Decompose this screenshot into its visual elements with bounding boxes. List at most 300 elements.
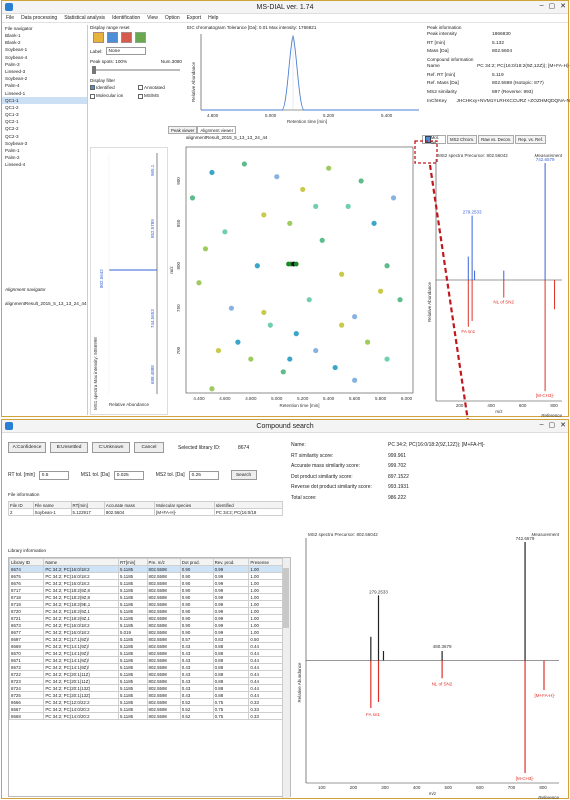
file-list-item[interactable]: Linseed-1 — [5, 90, 26, 96]
library-cell: 0.88 — [213, 650, 249, 657]
menu-view[interactable]: View — [147, 15, 158, 21]
library-cell: 0.88 — [213, 671, 249, 678]
ms2-reference-label: Reference — [538, 795, 559, 800]
library-cell: 802.5598 — [147, 566, 180, 573]
library-cell: 0.88 — [213, 678, 249, 685]
library-row[interactable] — [10, 713, 283, 720]
scatter-point[interactable] — [209, 386, 214, 391]
library-cell: 5.1185 — [119, 622, 148, 629]
scatter-point[interactable] — [235, 340, 240, 345]
score-row — [288, 461, 568, 472]
compound-info-title: Compound information — [427, 57, 474, 63]
menu-help[interactable]: Help — [208, 15, 219, 21]
reset-y-icon[interactable] — [121, 32, 132, 43]
library-row[interactable] — [10, 650, 283, 657]
library-cell: 8718 — [10, 594, 44, 601]
file-list-item[interactable]: QC1-2 — [5, 104, 19, 110]
library-cell: 0.52 — [180, 699, 213, 706]
ms2-xtick: 800 — [550, 403, 558, 408]
library-cell: 8672 — [10, 664, 44, 671]
library-cell: 802.5598 — [147, 622, 180, 629]
library-cell: PC 34:2; PC(17:1(9Z)/ — [44, 636, 119, 643]
compound-info-label: MS2 similarity — [427, 89, 457, 95]
scatter-point[interactable] — [255, 263, 260, 268]
library-cell: PC 34:2; PC(14:1(9Z)/ — [44, 664, 119, 671]
tab-mol-spec[interactable]: Mol. sel. — [422, 135, 446, 144]
library-row[interactable] — [10, 566, 283, 573]
tab-rep-vs-ref[interactable]: Rep. vs. Ref. — [515, 135, 546, 144]
library-row[interactable] — [10, 643, 283, 650]
library-cell: PC 34:2; PC(16:0/18:2 — [44, 580, 119, 587]
score-row — [288, 493, 568, 504]
scatter-point[interactable] — [190, 195, 195, 200]
ms1-peak-label: 852.5789 — [150, 219, 155, 238]
library-cell: 8668 — [10, 713, 44, 720]
library-cell: PC 34:2; PC(18:2(9Z,1 — [44, 608, 119, 615]
tolerance-row — [8, 470, 257, 480]
library-cell: 0.50 — [249, 636, 283, 643]
reset-xy-icon[interactable] — [93, 32, 104, 43]
library-cell: 0.43 — [180, 657, 213, 664]
library-cell: 0.44 — [249, 685, 283, 692]
ms2-ylabel: Relative Abundance — [297, 662, 302, 703]
library-cell: 0.90 — [180, 580, 213, 587]
scatter-point[interactable] — [281, 369, 286, 374]
compound-search-title-bar — [2, 420, 568, 433]
selected-library-id: 8674 — [238, 445, 250, 451]
compound-info-row — [424, 97, 570, 106]
library-cell: 5.1185 — [119, 608, 148, 615]
ms2-peak-annotation: NL of SN2 — [431, 681, 453, 687]
ms2-measurement-label: Measurement — [531, 532, 559, 537]
ms2-ylabel: Relative Abundance — [427, 281, 432, 323]
scatter-point[interactable] — [261, 212, 266, 217]
library-row[interactable] — [10, 657, 283, 664]
b-unsettled-button[interactable]: B:Unsettled — [50, 442, 88, 453]
library-row[interactable] — [10, 678, 283, 685]
library-cell: 802.5598 — [147, 608, 180, 615]
file-info-header[interactable]: Accurate mass — [104, 502, 154, 509]
compound-info-label: InChIKey — [427, 98, 447, 104]
file-list-item[interactable]: QC1-3 — [5, 112, 19, 118]
library-cell: PC 34:2; PC(12:0/22:2 — [44, 699, 119, 706]
file-info-cell: 5.122917 — [71, 509, 104, 516]
file-info-header[interactable]: Identified — [214, 502, 282, 509]
score-value: 999.702 — [388, 463, 407, 470]
library-cell: 802.5598 — [147, 601, 180, 608]
cancel-button[interactable]: Cancel — [134, 442, 164, 453]
scatter-ytick: 750 — [176, 304, 181, 312]
library-cell: 8667 — [10, 706, 44, 713]
scatter-xtick: 5.600 — [348, 396, 361, 401]
scatter-point[interactable] — [384, 356, 389, 361]
library-row[interactable] — [10, 594, 283, 601]
library-rows — [10, 566, 283, 720]
library-cell: 802.5598 — [147, 664, 180, 671]
ms2-peak-annotation: [M-CH3]- — [515, 776, 534, 782]
file-info-cell: Soybean-1 — [33, 509, 71, 516]
scatter-point[interactable] — [268, 323, 273, 328]
scatter-point[interactable] — [209, 170, 214, 175]
checkbox-icon — [90, 94, 95, 99]
file-info-table — [8, 501, 283, 516]
file-list-item[interactable]: Soybean-2 — [5, 76, 28, 82]
ms2-xtick: 200 — [455, 403, 464, 408]
library-row[interactable] — [10, 671, 283, 678]
library-cell: 1.00 — [249, 601, 283, 608]
library-cell: 5.1185 — [119, 706, 148, 713]
scatter-ytick: 850 — [176, 219, 181, 228]
scatter-point[interactable] — [371, 221, 376, 226]
file-list-item[interactable]: Soybean-4 — [5, 54, 28, 60]
compound-info-value: JHCHKxy+NVM1YLRHXCCURZ +ZOZHMQDQNA-N — [456, 98, 570, 104]
library-cell: PC 34:2; PC(14:1(9Z)/ — [44, 650, 119, 657]
scatter-point[interactable] — [346, 204, 351, 209]
library-cell: 802.5598 — [147, 713, 180, 720]
maximize-icon[interactable]: ▢ — [548, 3, 556, 10]
score-row — [288, 451, 568, 462]
library-row[interactable] — [10, 685, 283, 692]
scatter-point[interactable] — [274, 174, 279, 179]
library-cell: 5.1185 — [119, 601, 148, 608]
library-cell: 5.1185 — [119, 594, 148, 601]
scatter-ytick: 700 — [176, 346, 181, 355]
close-icon[interactable]: ✕ — [560, 3, 566, 10]
library-cell: 0.99 — [213, 580, 249, 587]
minimize-icon[interactable]: – — [539, 421, 544, 428]
library-cell: 8675 — [10, 573, 44, 580]
scatter-point[interactable] — [216, 348, 221, 353]
library-cell: 0.83 — [213, 636, 249, 643]
scatter-xtick: 5.800 — [374, 396, 387, 401]
ms2-peak-annotation: 279.2533 — [369, 589, 388, 595]
library-row[interactable] — [10, 692, 283, 699]
menu-file[interactable]: File — [6, 15, 15, 21]
file-info-cell: PC 34:2; PC(16:0/18 — [214, 509, 282, 516]
library-cell: PC 34:2; PC(16:0/18:2 — [44, 629, 119, 636]
library-row[interactable] — [10, 699, 283, 706]
library-row[interactable] — [10, 706, 283, 713]
scatter-point[interactable] — [229, 306, 234, 311]
file-info-header[interactable]: RT[min] — [71, 502, 104, 509]
ms2-xtick: 700 — [507, 785, 516, 790]
library-cell: 0.90 — [180, 629, 213, 636]
library-cell: 5.1185 — [119, 636, 148, 643]
library-row[interactable] — [10, 573, 283, 580]
peak-info-value: 5.132 — [492, 40, 505, 46]
scatter-point[interactable] — [359, 178, 364, 183]
compound-search-window — [1, 419, 569, 799]
library-cell: 0.90 — [180, 594, 213, 601]
menu-export[interactable]: Export — [186, 15, 202, 21]
library-scrollbar[interactable] — [282, 558, 290, 798]
library-cell: 802.5598 — [147, 615, 180, 622]
scatter-point[interactable] — [326, 166, 331, 171]
file-list-item[interactable]: QC1-1 — [2, 97, 87, 104]
library-cell: 5.1185 — [119, 650, 148, 657]
library-cell: 8720 — [10, 608, 44, 615]
selected-spot[interactable] — [294, 262, 299, 267]
ms2-peak-annotation: NL of SN2 — [493, 299, 515, 305]
peak-info-value: 1866830 — [492, 31, 511, 37]
peak-spots-caption: Peak spots: 100% — [90, 59, 128, 64]
scatter-point[interactable] — [313, 204, 318, 209]
file-list — [2, 32, 87, 169]
menu-statistical-analysis[interactable]: Statistical analysis — [64, 15, 106, 21]
peak-info-label: Mass [Da] — [427, 49, 449, 55]
library-header[interactable]: Pre. m/z — [147, 559, 180, 566]
library-row[interactable] — [10, 622, 283, 629]
library-cell: 5.1185 — [119, 573, 148, 580]
scatter-point[interactable] — [287, 221, 292, 226]
scatter-point[interactable] — [203, 246, 208, 251]
scatter-point[interactable] — [339, 323, 344, 328]
search-button[interactable]: Search — [231, 470, 257, 480]
file-list-item[interactable]: Blank-1 — [5, 33, 21, 38]
tab-raw-vs-decon[interactable]: Raw vs. Decon. — [478, 135, 514, 144]
ms2-xtick: 200 — [349, 785, 358, 790]
library-cell: 0.99 — [213, 587, 249, 594]
library-cell: 802.5598 — [147, 706, 180, 713]
scatter-point[interactable] — [313, 348, 318, 353]
file-navigator-title: File navigator — [5, 26, 33, 31]
score-panel — [288, 440, 568, 503]
scatter-ytick: 800 — [176, 262, 181, 270]
compound-info-rows — [424, 62, 570, 105]
file-list-item[interactable]: Soybean-3 — [5, 140, 28, 146]
peak-spots-track — [92, 69, 180, 71]
ms2-xtick: 800 — [539, 785, 547, 790]
scrollbar-thumb[interactable] — [283, 568, 289, 628]
library-cell: PC 34:2; PC(20:1(13Z) — [44, 692, 119, 699]
library-header[interactable]: Name — [44, 559, 119, 566]
ms2-peak-annotation: [M+FA-H]- — [534, 693, 556, 699]
file-list-item[interactable]: QC2-1 — [5, 119, 19, 125]
menu-data-processing[interactable]: Data processing — [21, 15, 58, 21]
peak-spots-num: Num.3080 — [160, 59, 182, 64]
peak-info-value: 802.5604 — [492, 49, 513, 55]
ms2-reference-label: Reference — [541, 413, 562, 418]
library-cell: 5.1185 — [119, 685, 148, 692]
library-header-row — [10, 559, 283, 566]
reset-x-icon[interactable] — [107, 32, 118, 43]
ms2-xtick: 400 — [487, 403, 495, 408]
file-list-item[interactable]: Palm-4 — [5, 83, 20, 89]
scatter-point[interactable] — [352, 314, 357, 319]
scatter-point[interactable] — [365, 340, 370, 345]
tab-peak-viewer[interactable]: Peak viewer — [168, 126, 197, 134]
rt-tol-input[interactable]: 0.5 — [39, 471, 69, 480]
library-cell: 0.88 — [213, 643, 249, 650]
file-list-item[interactable]: Linseed-3 — [5, 68, 26, 74]
peak-info-row — [424, 39, 570, 48]
ms1-peak-label: 965.1 — [150, 164, 155, 176]
library-row[interactable] — [10, 580, 283, 587]
ms2-large-panel — [294, 528, 566, 798]
library-row[interactable] — [10, 664, 283, 671]
filter-molecular-ion[interactable]: Molecular ion — [90, 93, 138, 98]
app-icon — [5, 3, 13, 11]
filter-msms[interactable]: MS/MS — [138, 93, 186, 98]
eic-chart — [187, 32, 422, 123]
library-row[interactable] — [10, 615, 283, 622]
scatter-point[interactable] — [300, 187, 305, 192]
menu-identification[interactable]: Identification — [112, 15, 141, 21]
file-list-item[interactable]: Palm-2 — [5, 155, 20, 161]
score-label: Dot product similarity score: — [291, 473, 353, 480]
library-row[interactable] — [10, 587, 283, 594]
tab-alignment-viewer[interactable]: Alignment viewer — [197, 126, 236, 134]
file-info-cell: 802.5604 — [104, 509, 154, 516]
file-list-item[interactable]: Linseed-4 — [5, 162, 26, 168]
scatter-xtick: 5.400 — [323, 396, 335, 401]
ms2-xtick: 500 — [444, 785, 453, 790]
library-cell: 0.90 — [180, 573, 213, 580]
alignment-scatter-chart[interactable] — [168, 143, 420, 415]
library-row[interactable] — [10, 601, 283, 608]
alignment-navigator-title: Alignment navigator — [5, 287, 46, 292]
library-cell: PC 34:2; PC(14:0/20:2 — [44, 706, 119, 713]
library-cell: 5.1185 — [119, 713, 148, 720]
file-navigator — [2, 25, 88, 415]
library-cell: 0.90 — [180, 587, 213, 594]
label-select[interactable]: None — [106, 47, 146, 55]
library-cell: PC 34:2; PC(18:2(9Z,1 — [44, 615, 119, 622]
ms2-peak-annotation: 742.6579 — [515, 536, 535, 541]
maximize-icon[interactable]: ▢ — [548, 422, 556, 429]
ms2-measurement-label: Measurement — [534, 153, 562, 158]
scatter-point[interactable] — [307, 297, 312, 302]
library-cell: 0.33 — [249, 713, 283, 720]
menu-option[interactable]: Option — [164, 15, 180, 21]
library-cell: 0.99 — [213, 601, 249, 608]
filter-annotated[interactable]: Annotated — [138, 85, 186, 90]
file-info-row[interactable] — [9, 509, 283, 516]
tab-ms2-chrom[interactable]: MS2 Chrom. — [447, 135, 477, 144]
library-cell: 1.00 — [249, 580, 283, 587]
score-value: 999.961 — [388, 452, 407, 459]
scatter-point[interactable] — [261, 310, 266, 315]
scatter-xtick: 5.000 — [271, 396, 283, 401]
peak-info-label: RT [min] — [427, 40, 445, 46]
library-cell: 8719 — [10, 601, 44, 608]
scatter-point[interactable] — [391, 195, 396, 200]
file-list-item[interactable]: Palm-3 — [5, 61, 20, 67]
scatter-point[interactable] — [242, 161, 247, 166]
compound-info-label: Ref. Mass [Da] — [427, 81, 459, 87]
file-info-cell: 2 — [9, 509, 34, 516]
scatter-point[interactable] — [287, 356, 292, 361]
ms1-tol-input[interactable]: 0.025 — [114, 471, 144, 480]
ms2-small-panel — [422, 145, 570, 418]
library-cell: 0.44 — [249, 671, 283, 678]
scatter-point[interactable] — [352, 378, 357, 383]
ms2-peak-annotation: 480.3679 — [432, 644, 452, 650]
scatter-point[interactable] — [397, 297, 402, 302]
ms2-peak-annotation: [M-CH3]- — [535, 393, 555, 399]
scatter-point[interactable] — [333, 365, 338, 370]
ms2-tol-input[interactable]: 0.25 — [189, 471, 219, 480]
scatter-point[interactable] — [196, 280, 201, 285]
filter-identified[interactable]: Identified — [90, 85, 138, 90]
ms2-xtick: 400 — [412, 785, 421, 790]
library-header[interactable]: Library ID — [10, 559, 44, 566]
reset-all-icon[interactable] — [135, 32, 146, 43]
main-title-bar — [2, 1, 568, 14]
file-list-item[interactable]: Soybean-1 — [5, 47, 28, 53]
compound-info-value: PC 34:2; PC(16:0/18:2(9Z,12Z)); [M+FA-H]- — [477, 63, 570, 69]
minimize-icon[interactable]: – — [539, 2, 544, 9]
library-cell: 0.43 — [180, 643, 213, 650]
library-cell: 5.1185 — [119, 692, 148, 699]
library-header[interactable]: Rev. prod. — [213, 559, 249, 566]
library-cell: 0.43 — [180, 664, 213, 671]
library-cell: 0.52 — [180, 706, 213, 713]
library-cell: PC 34:2; PC(20:1(11Z) — [44, 671, 119, 678]
peak-spots-slider[interactable] — [92, 66, 96, 74]
alignment-result-item[interactable]: alignmentResult_2015_5_13_13_24_44 — [5, 301, 87, 306]
file-list-item[interactable]: QC2-3 — [5, 133, 19, 139]
library-cell: 1.00 — [249, 622, 283, 629]
library-row[interactable] — [10, 636, 283, 643]
library-header[interactable]: Presense — [249, 559, 283, 566]
compound-info-label: Ref. RT [min] — [427, 72, 456, 78]
scatter-point[interactable] — [222, 229, 227, 234]
scatter-point[interactable] — [320, 238, 325, 243]
library-row[interactable] — [10, 608, 283, 615]
file-info-header[interactable]: File ID — [9, 502, 34, 509]
file-info-header[interactable]: File name — [33, 502, 71, 509]
library-cell: 802.5598 — [147, 573, 180, 580]
library-cell: 802.5598 — [147, 657, 180, 664]
library-cell: PC 34:2; PC(16:0/18:2 — [44, 573, 119, 580]
compound-info-row — [424, 62, 570, 71]
library-cell: 5.1185 — [119, 699, 148, 706]
file-list-item[interactable]: QC2-2 — [5, 126, 19, 132]
c-unknown-button[interactable]: C:Unknown — [92, 442, 130, 453]
file-list-item[interactable]: Palm-1 — [5, 148, 20, 153]
main-window — [1, 0, 569, 417]
close-icon[interactable]: ✕ — [560, 422, 566, 429]
library-cell: 8717 — [10, 587, 44, 594]
scatter-point[interactable] — [384, 263, 389, 268]
library-cell: 8676 — [10, 580, 44, 587]
library-cell: 0.44 — [249, 657, 283, 664]
ms2-title: MS2 spectra Precursor: 802.56042 — [438, 153, 508, 158]
score-value: PC 34:2; PC(16:0/18:2(9Z,12Z)); [M+FA-H]- — [388, 442, 485, 449]
eic-xtick: 5.000 — [265, 113, 277, 118]
scatter-point[interactable] — [339, 272, 344, 277]
library-cell: 5.1185 — [119, 657, 148, 664]
library-cell: PC 34:2; PC(18:2(9Z,8 — [44, 587, 119, 594]
library-row[interactable] — [10, 629, 283, 636]
file-info-header[interactable]: Molecular species — [155, 502, 215, 509]
library-cell: 5.1185 — [119, 615, 148, 622]
a-confidence-button[interactable]: A:Confidence — [8, 442, 46, 453]
file-list-item[interactable]: Blank-2 — [5, 40, 21, 46]
library-header[interactable]: Dot prod. — [180, 559, 213, 566]
library-cell: 5.1185 — [119, 580, 148, 587]
scatter-point[interactable] — [294, 331, 299, 336]
library-cell: 5.1185 — [119, 566, 148, 573]
ms2-tol-label: MS2 tol. [Da] — [155, 472, 185, 478]
library-cell: 0.99 — [213, 573, 249, 580]
library-header[interactable]: RT[min] — [119, 559, 148, 566]
score-row — [288, 482, 568, 493]
library-cell: 8669 — [10, 643, 44, 650]
scatter-point[interactable] — [378, 289, 383, 294]
scatter-point[interactable] — [248, 356, 253, 361]
